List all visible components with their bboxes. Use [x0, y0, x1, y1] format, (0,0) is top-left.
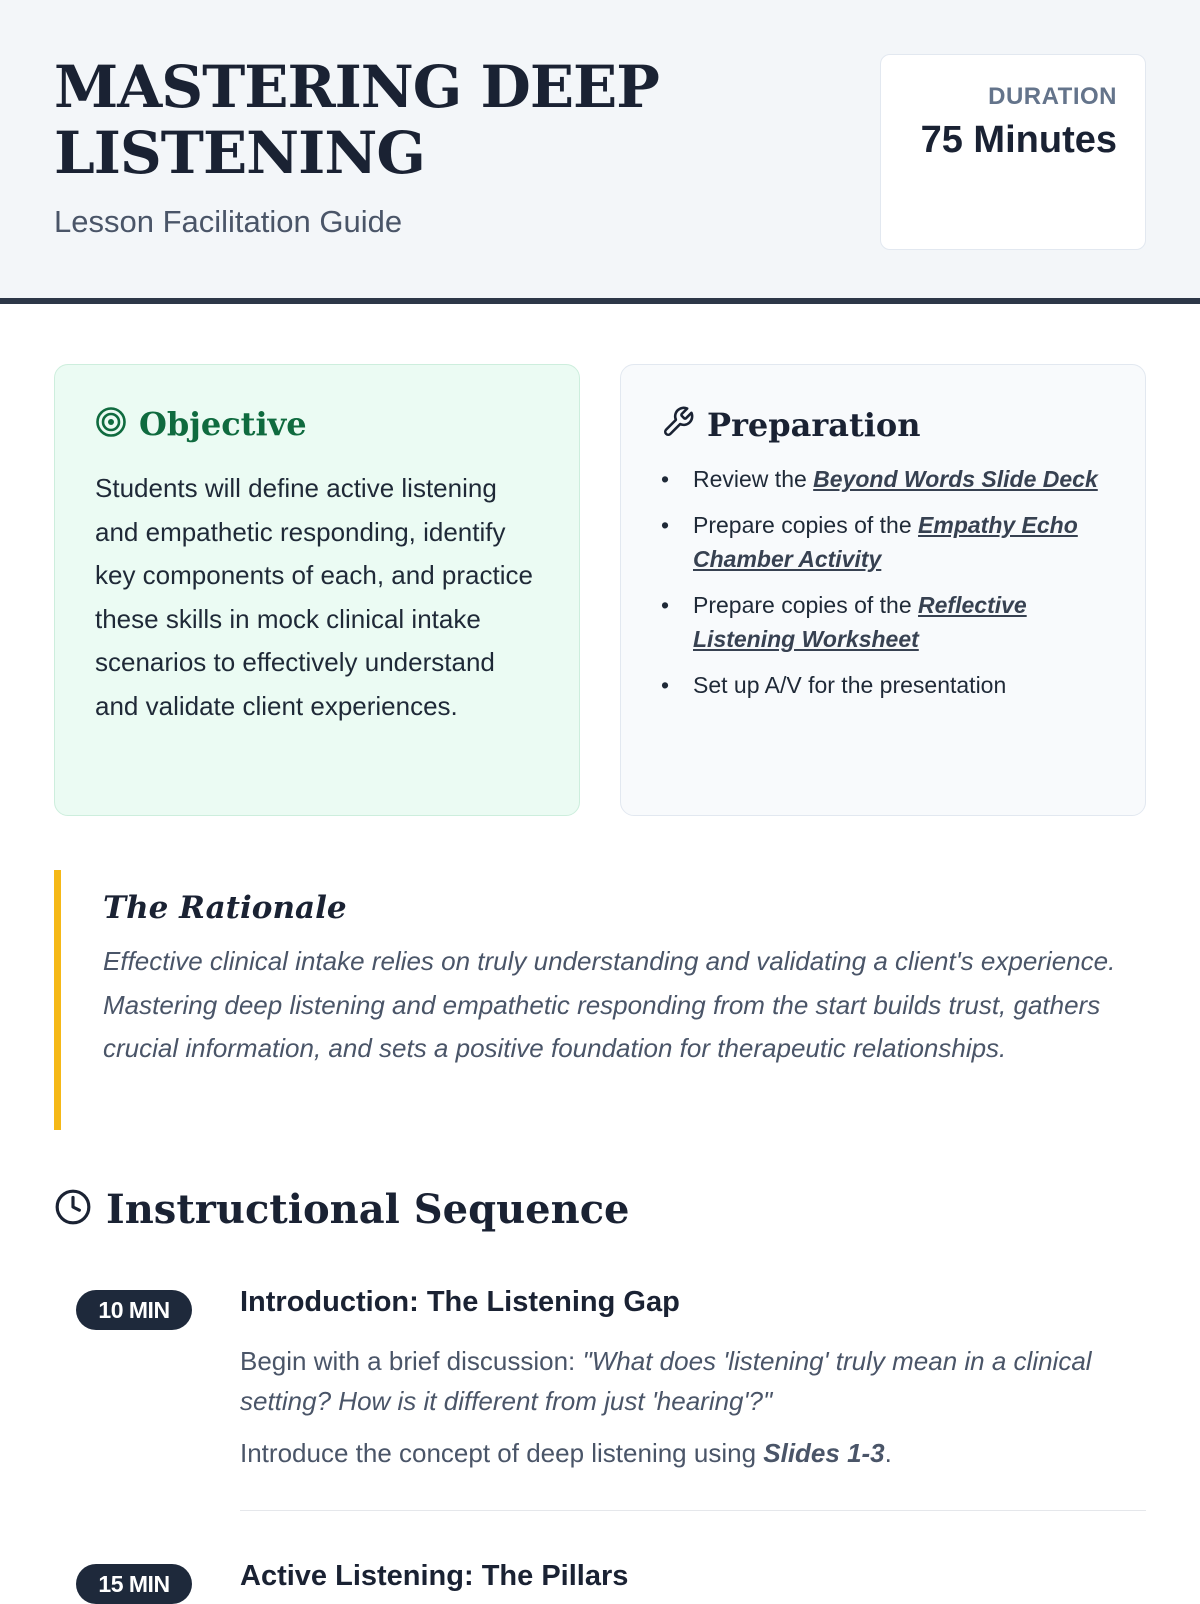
- sequence-heading: [54, 1186, 630, 1233]
- preparation-card: [620, 364, 1146, 816]
- slide-deck-link[interactable]: Beyond Words Slide Deck: [813, 466, 1098, 492]
- list-item-text: Review the: [693, 466, 814, 492]
- objective-title: Objective: [139, 405, 307, 443]
- discussion-quote: "What does 'listening' truly mean in a clinical setting? How is it different from just 'hearing'?": [240, 1346, 1092, 1416]
- preparation-list: [661, 462, 1105, 702]
- rationale-text: Effective clinical intake relies on truly understanding and validating a client's experience. Mastering deep listening and empathetic responding from the start builds trust, gathers crucial information, and sets a positive foundation for therapeutic relationships.: [103, 946, 1116, 1063]
- step-discussion: [240, 1341, 1146, 1421]
- list-item: [661, 668, 1105, 702]
- list-item-text: Prepare copies of the: [693, 592, 919, 618]
- page-subtitle: Lesson Facilitation Guide: [54, 204, 403, 239]
- rationale-block: [54, 870, 1146, 1130]
- sequence-title: Instructional Sequence: [106, 1186, 630, 1233]
- wrench-icon: [661, 405, 695, 444]
- worksheet-link[interactable]: Reflective Listening Worksheet: [693, 592, 1027, 652]
- duration-value: 75 Minutes: [920, 119, 1117, 161]
- step-title: Introduction: The Listening Gap: [240, 1286, 680, 1318]
- intro-suffix: .: [884, 1438, 892, 1468]
- discussion-prefix: Begin with a brief discussion:: [240, 1346, 583, 1376]
- list-item: [661, 588, 1105, 656]
- intro-prefix: Introduce the concept of deep listening using: [240, 1438, 764, 1468]
- list-item: [661, 508, 1105, 576]
- list-item-text: Set up A/V for the presentation: [693, 672, 1007, 698]
- preparation-title: Preparation: [707, 405, 921, 444]
- time-badge: 15 MIN: [76, 1564, 192, 1604]
- slide-reference: Slides 1-3: [763, 1438, 885, 1468]
- lesson-header: [0, 0, 1200, 304]
- rationale-title: The Rationale: [103, 890, 347, 926]
- clock-icon: [54, 1188, 92, 1231]
- step-title: Active Listening: The Pillars: [240, 1560, 629, 1592]
- duration-card: [880, 54, 1146, 250]
- step-intro: [240, 1433, 1146, 1473]
- list-item-text: Prepare copies of the: [693, 512, 919, 538]
- list-item: [661, 462, 1105, 496]
- step-divider: [240, 1510, 1146, 1511]
- time-badge: 10 MIN: [76, 1290, 192, 1330]
- objective-card: [54, 364, 580, 816]
- activity-link[interactable]: Empathy Echo Chamber Activity: [693, 512, 1078, 572]
- objective-text: Students will define active listening and empathetic responding, identify key components of each, and practice these skills in mock clinical intake scenarios to effectively understand and validate client experiences.: [95, 473, 533, 721]
- page-title: MASTERING DEEP LISTENING: [54, 53, 659, 187]
- target-icon: [95, 406, 127, 443]
- duration-label: DURATION: [988, 83, 1117, 110]
